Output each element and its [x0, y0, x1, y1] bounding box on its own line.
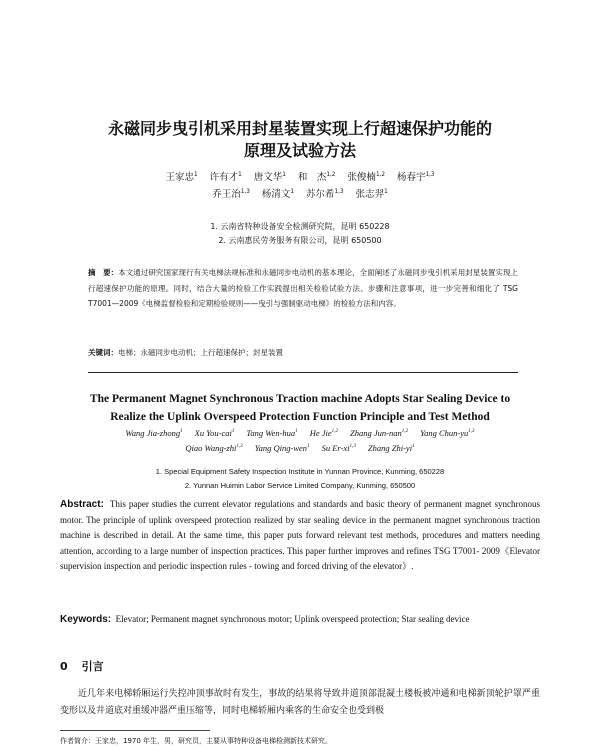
author-affiliation-marker: 1,2 [326, 171, 336, 178]
author-name [322, 443, 356, 453]
author-name-text: 杨清文 [261, 189, 291, 200]
author-name [347, 172, 385, 183]
cn-abstract [88, 265, 518, 312]
cn-keywords-text: 电梯；永磁同步电动机；上行超速保护；封星装置 [118, 348, 283, 357]
author-name [210, 172, 242, 183]
author-name [262, 189, 294, 200]
intro-paragraph: 近几年来电梯轿厢运行失控冲顶事故时有发生，事故的结果将导致井道顶部混凝土楼板被冲通和电梯新顶轮护罩严重变形以及井道底对重缓冲器严重压缩等，同时电梯轿厢内乘客的生命安全也受到极 [60, 689, 540, 716]
cn-abstract-text: 本文通过研究国家现行有关电梯法规标准和永磁同步电动机的基本理论，全面阐述了永磁同步曳引机采用封星装置实现上行超速保护功能的原理。同时，结合大量的检验工作实践提出相关检验试验方法、步骤和注意事项，进一步完善和细化了 TSG T7001—2009《电梯监督检验和定期检验规则——曳引与强制驱动电梯》的检验方法和内容。 [88, 268, 519, 308]
author-name [310, 428, 338, 438]
author-name [368, 443, 415, 453]
cn-affiliation-2: 2. 云南惠民劳务服务有限公司，昆明 650500 [218, 236, 382, 245]
author-name-text: 许有才 [209, 172, 239, 183]
author-name-text: 王家忠 [165, 172, 194, 183]
author-name-text: He Jie [309, 428, 332, 438]
author-name-text: Qiao Wang-zhi [185, 443, 237, 453]
section-heading [60, 658, 104, 674]
cn-authors-line2 [0, 187, 600, 202]
cn-title-line2: 原理及试验方法 [243, 141, 356, 160]
author-affiliation-marker: 1,2 [375, 171, 385, 178]
author-affiliation-marker: 1,3 [334, 188, 344, 195]
author-name [397, 172, 435, 183]
author-name [246, 428, 297, 438]
en-abstract-text: This paper studies the current elevator regulations and standards and basic theory of permanent magnet synchronous motor. The principle of uplink overspeed protection realized by star sealing device in the permanent magnet synchronous traction machine is described in detail. At the same time, this paper puts forward relevant test methods, procedures and matters needing attention, according to a large number of inspection practices. This paper further improves and refines TSG T7001- 2009《Elevator supervision inspection and periodic inspection rules - towing and forced driving of the elevator》. [60, 499, 540, 571]
author-name-text: Xu You-cai [194, 428, 232, 438]
section-divider [88, 372, 518, 373]
author-name [195, 428, 235, 438]
author-name [255, 443, 310, 453]
cn-keywords [88, 346, 518, 360]
author-name-text: Tang Wen-hua [246, 428, 296, 438]
author-affiliation-marker: 1,3 [236, 443, 243, 450]
author-name-text: 和 杰 [297, 172, 327, 183]
author-affiliation-marker: 1 [282, 171, 286, 178]
author-name-text: Yang Qing-wen [254, 443, 308, 453]
author-affiliation-marker: 1 [231, 428, 235, 435]
author-affiliation-marker: 1 [307, 443, 310, 450]
author-affiliation-marker: 1 [384, 188, 388, 195]
author-name [254, 172, 286, 183]
author-affiliation-marker: 1 [238, 171, 242, 178]
author-name [212, 189, 250, 200]
author-name-text: Su Er-xi [321, 443, 350, 453]
author-name [165, 172, 197, 183]
author-name-text: Zhang Zhi-yi [367, 443, 413, 453]
author-affiliation-marker: 1,3 [468, 428, 475, 435]
en-title-line2: Realize the Uplink Overspeed Protection Function Principle and Test Method [110, 411, 490, 423]
author-footnote: 作者简介：王家忠，1970 年生，男，研究员，主要从事特种设备电梯检测新技术研究。 [60, 737, 333, 745]
cn-keywords-label: 关键词： [88, 348, 118, 357]
author-name [298, 172, 336, 183]
author-name-text: Wang Jia-zhong [125, 428, 181, 438]
author-name [356, 189, 388, 200]
section-number: 0 [60, 660, 68, 673]
author-affiliation-marker: 1,3 [425, 171, 435, 178]
author-affiliation-marker: 1 [295, 428, 298, 435]
cn-affiliation-1: 1. 云南省特种设备安全检测研究院，昆明 650228 [210, 222, 390, 231]
author-affiliation-marker: 1,2 [331, 428, 339, 435]
author-affiliation-marker: 1 [180, 428, 183, 435]
author-name-text: 杨春宇 [396, 172, 426, 183]
author-name [350, 428, 408, 438]
author-name-text: 苏尔希 [306, 189, 335, 200]
author-name-text: 张志羿 [355, 189, 385, 200]
author-affiliation-marker: 1,3 [349, 443, 356, 450]
en-keywords [60, 612, 540, 628]
en-abstract-label: Abstract: [60, 499, 104, 510]
author-name-text: 唐文华 [253, 172, 283, 183]
author-affiliation-marker: 1,2 [401, 428, 409, 435]
en-keywords-label: Keywords: [60, 614, 112, 625]
en-abstract [60, 497, 540, 575]
author-name-text: Zhang Jun-nan [350, 428, 402, 438]
en-affiliation-1: 1. Special Equipment Safety Inspection Institute in Yunnan Province, Kunming, 650228 [155, 467, 445, 476]
en-title-line1: The Permanent Magnet Synchronous Traction machine Adopts Star Sealing Device to [89, 393, 511, 405]
author-affiliation-marker: 1 [290, 188, 294, 195]
cn-abstract-label: 摘 要： [88, 268, 119, 277]
author-name [306, 189, 344, 200]
en-affiliation-2: 2. Yunnan Huimin Labor Service Limited Company, Kunming, 650500 [184, 481, 416, 490]
author-affiliation-marker: 1 [193, 171, 198, 178]
cn-title-line1: 永磁同步曳引机采用封星装置实现上行超速保护功能的 [107, 119, 492, 138]
author-name [420, 428, 474, 438]
author-name [125, 428, 182, 438]
section-title: 引言 [81, 660, 104, 673]
author-affiliation-marker: 1 [412, 443, 415, 450]
footnote-divider [60, 730, 210, 731]
author-name-text: Yang Chun-yu [420, 428, 469, 438]
author-name-text: 乔王治 [212, 189, 241, 200]
author-name-text: 张俊楠 [347, 172, 376, 183]
en-authors-line2 [0, 441, 600, 455]
author-name [185, 443, 242, 453]
author-affiliation-marker: 1,3 [240, 188, 250, 195]
en-keywords-text: Elevator; Permanent magnet synchronous motor; Uplink overspeed protection; Star sealing device [115, 614, 470, 624]
en-authors-line1 [0, 426, 600, 440]
cn-authors-line1 [0, 170, 600, 185]
